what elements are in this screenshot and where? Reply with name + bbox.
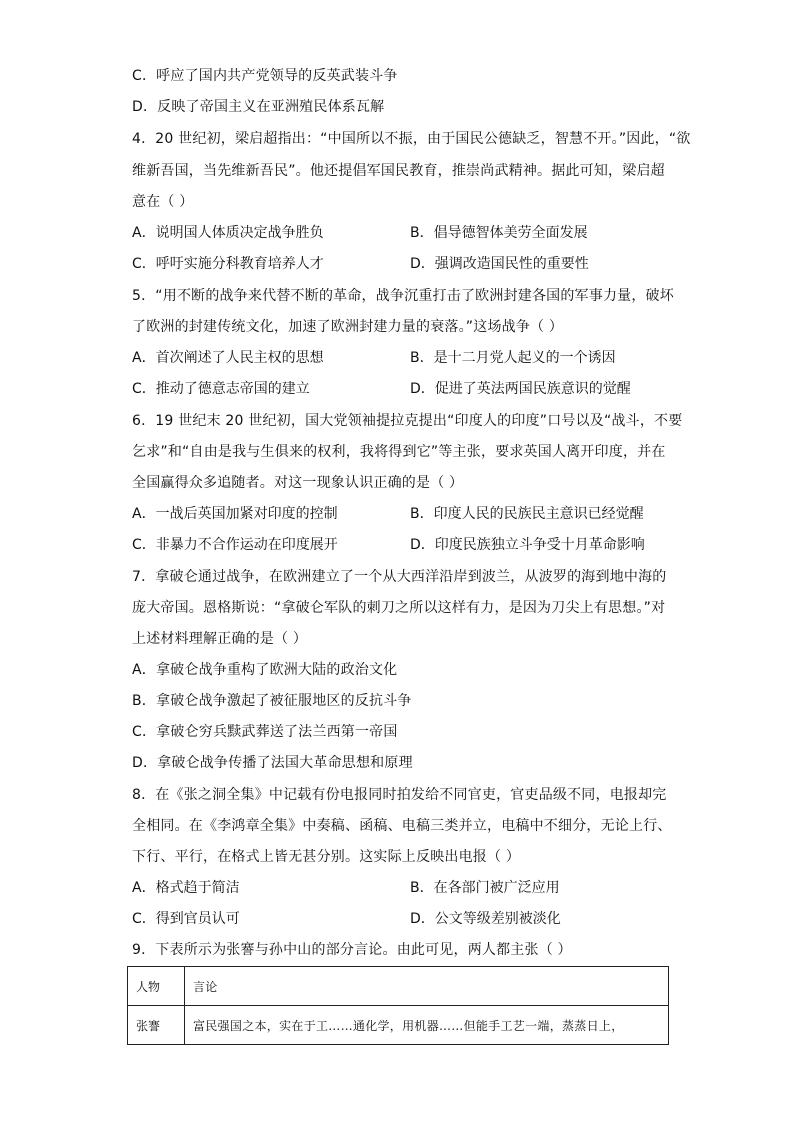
- q9-quote-table: [127, 966, 669, 1045]
- q8-option-a: A．格式趋于简洁: [132, 880, 240, 896]
- q6-stem-line-1: 6．19 世纪末 20 世纪初，国大党领袖提拉克提出“印度人的印度”口号以及“战斗，不要: [132, 413, 683, 429]
- q7-option-d: D．拿破仑战争传播了法国大革命思想和原理: [132, 755, 413, 771]
- q6-option-a: A．一战后英国加紧对印度的控制: [132, 506, 338, 522]
- q7-option-b: B．拿破仑战争激起了被征服地区的反抗斗争: [132, 693, 412, 709]
- q8-option-c: C．得到官员认可: [132, 911, 240, 927]
- q3-option-d: D．反映了帝国主义在亚洲殖民体系瓦解: [132, 99, 385, 115]
- table-header-quote: 言论: [185, 967, 669, 1006]
- q4-option-d: D．强调改造国民性的重要性: [410, 256, 589, 272]
- q7-stem-line-3: 上述材料理解正确的是（ ）: [132, 631, 308, 647]
- q8-stem-line-2: 全相同。在《李鸿章全集》中奏稿、函稿、电稿三类并立，电稿中不细分，无论上行、: [132, 818, 672, 834]
- q6-option-d: D．印度民族独立斗争受十月革命影响: [410, 537, 645, 553]
- q5-option-b: B．是十二月党人起义的一个诱因: [410, 350, 616, 366]
- q5-option-d: D．促进了英法两国民族意识的觉醒: [410, 381, 631, 397]
- q5-stem-line-1: 5．“用不断的战争来代替不断的革命，战争沉重打击了欧洲封建各国的军事力量，破坏: [132, 288, 674, 304]
- q5-option-c: C．推动了德意志帝国的建立: [132, 381, 310, 397]
- q3-option-c: C．呼应了国内共产党领导的反英武装斗争: [132, 68, 398, 84]
- q7-stem-line-2: 庞大帝国。恩格斯说：“拿破仑军队的刺刀之所以这样有力，是因为刀尖上有思想。”对: [132, 600, 666, 616]
- q4-option-b: B．倡导德智体美劳全面发展: [410, 225, 588, 241]
- q4-option-c: C．呼吁实施分科教育培养人才: [132, 256, 324, 272]
- q6-stem-line-3: 全国赢得众多追随者。对这一现象认识正确的是（ ）: [132, 475, 464, 491]
- q8-stem-line-1: 8．在《张之洞全集》中记载有份电报同时拍发给不同官吏，官吏品级不同，电报却完: [132, 787, 667, 803]
- q7-option-c: C．拿破仑穷兵黩武葬送了法兰西第一帝国: [132, 724, 398, 740]
- q8-option-b: B．在各部门被广泛应用: [410, 880, 560, 896]
- q8-option-d: D．公文等级差别被淡化: [410, 911, 561, 927]
- table-header-person: 人物: [128, 967, 185, 1006]
- q6-stem-line-2: 乞求”和“自由是我与生俱来的权利，我将得到它”等主张，要求英国人离开印度，并在: [132, 444, 666, 460]
- q4-stem-line-2: 维新吾国，当先维新吾民”。他还提倡军国民教育，推崇尚武精神。据此可知，梁启超: [132, 163, 665, 179]
- table-cell-person: 张謇: [128, 1006, 185, 1045]
- q7-stem-line-1: 7．拿破仑通过战争，在欧洲建立了一个从大西洋沿岸到波兰，从波罗的海到地中海的: [132, 569, 667, 585]
- table-row: [128, 1006, 669, 1045]
- q4-stem-line-3: 意在（ ）: [132, 194, 194, 210]
- q8-stem-line-3: 下行、平行，在格式上皆无甚分别。这实际上反映出电报（ ）: [132, 849, 521, 865]
- q7-option-a: A．拿破仑战争重构了欧洲大陆的政治文化: [132, 662, 398, 678]
- table-cell-quote: 富民强国之本，实在于工……通化学，用机器……但能手工艺一端，蒸蒸日上，: [185, 1006, 669, 1045]
- q4-option-a: A．说明国人体质决定战争胜负: [132, 225, 324, 241]
- q5-option-a: A．首次阐述了人民主权的思想: [132, 350, 324, 366]
- table-header-row: [128, 967, 669, 1006]
- q6-option-b: B．印度人民的民族民主意识已经觉醒: [410, 506, 644, 522]
- q4-stem-line-1: 4．20 世纪初，梁启超指出：“中国所以不振，由于国民公德缺乏，智慧不开。”因此，“欲: [132, 131, 691, 147]
- q9-stem: 9．下表所示为张謇与孙中山的部分言论。由此可见，两人都主张（ ）: [132, 942, 572, 958]
- q5-stem-line-2: 了欧洲的封建传统文化，加速了欧洲封建力量的衰落。”这场战争（ ）: [132, 319, 564, 335]
- q6-option-c: C．非暴力不合作运动在印度展开: [132, 537, 338, 553]
